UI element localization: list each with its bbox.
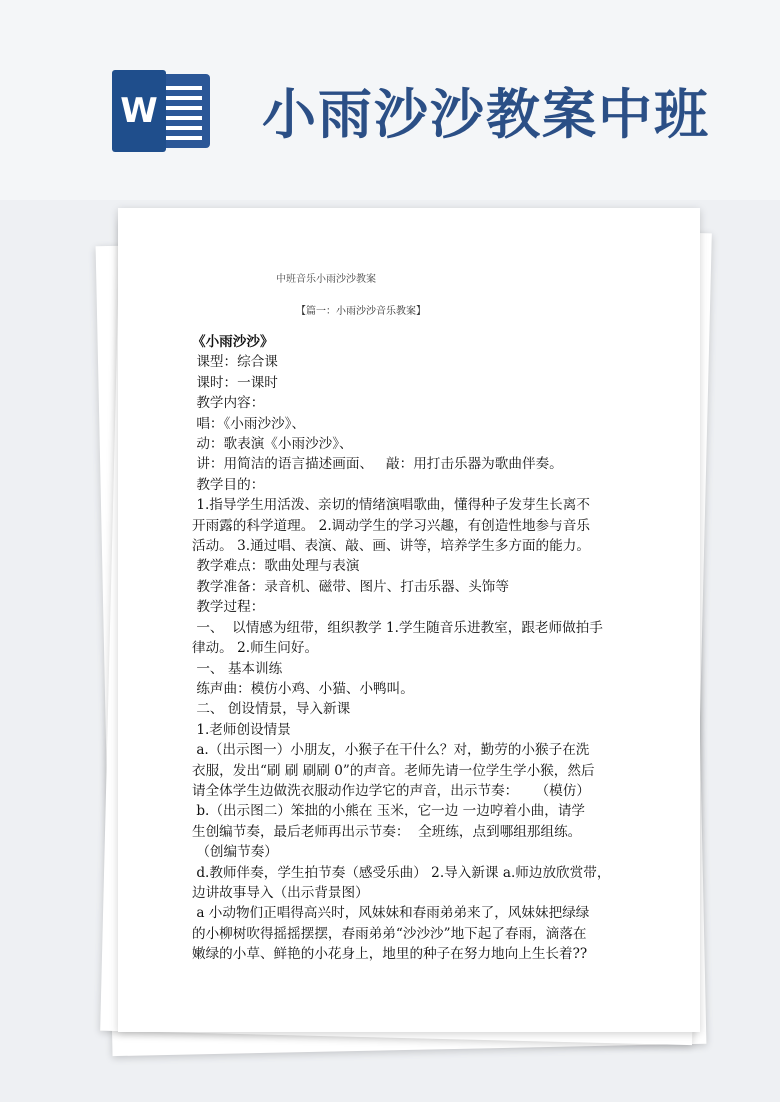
body-line: 动：歌表演《小雨沙沙》、 bbox=[192, 436, 353, 453]
body-line: 衣服，发出“刷 刷 刷刷 0”的声音。老师先请一位学生学小猴，然后 bbox=[192, 762, 595, 779]
body-line: 开雨露的科学道理。 2.调动学生的学习兴趣，有创造性地参与音乐 bbox=[192, 517, 590, 534]
body-line: 练声曲：模仿小鸡、小猫、小鸭叫。 bbox=[192, 680, 414, 697]
body-line: （创编节奏） bbox=[192, 844, 278, 861]
document-page bbox=[118, 208, 700, 1032]
body-line: 教学目的： bbox=[192, 476, 265, 493]
body-line: 课时：一课时 bbox=[192, 374, 278, 391]
body-line: 边讲故事导入（出示背景图） bbox=[192, 884, 369, 901]
body-line: 课型：综合课 bbox=[192, 354, 278, 371]
word-logo-letter: W bbox=[112, 70, 166, 152]
body-line: 教学内容： bbox=[192, 395, 265, 412]
body-line: 一、 基本训练 bbox=[192, 660, 283, 677]
body-line: 教学过程： bbox=[192, 599, 265, 616]
body-line: 嫩绿的小草、鲜艳的小花身上，地里的种子在努力地向上生长着?? bbox=[192, 946, 588, 963]
body-line: d.教师伴奏，学生拍节奏（感受乐曲） 2.导入新课 a.师边放欣赏带， bbox=[192, 864, 611, 881]
body-line: 生创编节奏，最后老师再出示节奏： 全班练，点到哪组那组练。 bbox=[192, 823, 582, 840]
page-header: 中班音乐小雨沙沙教案 bbox=[276, 274, 376, 285]
body-line: a 小动物们正唱得高兴时，风妹妹和春雨弟弟来了，风妹妹把绿绿 bbox=[192, 905, 590, 922]
body-line: 讲：用简洁的语言描述画面、 敲：用打击乐器为歌曲伴奏。 bbox=[192, 456, 563, 473]
body-line: 请全体学生边做洗衣服动作边学它的声音，出示节奏： （模仿） bbox=[192, 782, 590, 799]
document-title: 小雨沙沙教案中班 bbox=[262, 82, 710, 146]
body-line: 一、 以情感为纽带，组织教学 1.学生随音乐进教室，跟老师做拍手 bbox=[192, 619, 603, 636]
body-line: b.（出示图二）笨拙的小熊在 玉米，它一边 一边哼着小曲，请学 bbox=[192, 803, 586, 820]
document-body bbox=[192, 332, 642, 965]
header-banner bbox=[0, 0, 780, 200]
body-line: 教学准备：录音机、磁带、图片、打击乐器、头饰等 bbox=[192, 578, 509, 595]
body-line: 活动。 3.通过唱、表演、敲、画、讲等，培养学生多方面的能力。 bbox=[192, 538, 590, 555]
body-line: a.（出示图一）小朋友，小猴子在干什么？对，勤劳的小猴子在洗 bbox=[192, 742, 590, 759]
body-line: 教学难点：歌曲处理与表演 bbox=[192, 558, 360, 575]
body-line: 1.老师创设情景 bbox=[192, 721, 291, 738]
section-heading: 【篇一：小雨沙沙音乐教案】 bbox=[296, 306, 426, 317]
body-line: 《小雨沙沙》 bbox=[192, 334, 274, 350]
body-line: 二、 创设情景，导入新课 bbox=[192, 701, 351, 718]
body-line: 的小柳树吹得摇摇摆摆，春雨弟弟“沙沙沙”地下起了春雨，滴落在 bbox=[192, 925, 587, 942]
body-line: 唱：《小雨沙沙》、 bbox=[192, 415, 306, 432]
body-line: 1.指导学生用活泼、亲切的情绪演唱歌曲，懂得种子发芽生长离不 bbox=[192, 497, 590, 514]
word-logo-icon bbox=[112, 70, 212, 152]
body-line: 律动。 2.师生问好。 bbox=[192, 640, 319, 657]
